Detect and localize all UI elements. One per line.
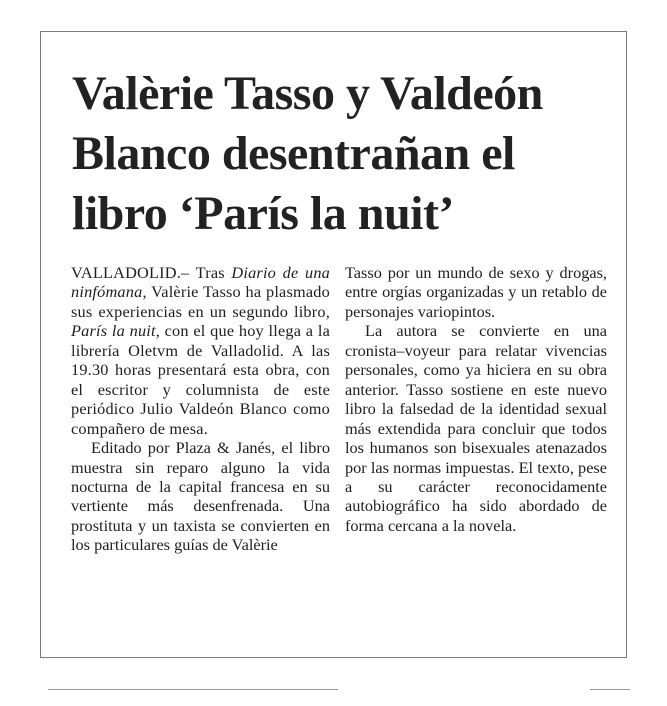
paragraph-1-text-b: , Valèrie Tasso ha plasmado sus experiencias en un segundo libro, <box>71 282 330 321</box>
dateline: VALLADOLID.– <box>71 263 190 282</box>
article-column-right <box>345 263 607 535</box>
paragraph-1-text-c: , con el que hoy llega a la librería Oletvm de Valladolid. A las 19.30 horas presentará esta obra, con el escritor y columnista de este periódico Julio Valdeón Blanco como compañero de mesa. <box>71 321 330 438</box>
paragraph-2-continued: Tasso por un mundo de sexo y drogas, entre orgías organizadas y un retablo de personajes variopintos. <box>345 263 607 321</box>
bottom-rule-right <box>590 689 630 690</box>
paragraph-3: La autora se convierte en una cronista–voyeur para relatar vivencias personales, como ya hiciera en su obra anterior. Tasso sostiene en este nuevo libro la falsedad de la identidad sexual más extendida para concluir que todos los humanos son bisexuales atenazados por las normas impuestas. El texto, pese a su carácter reconocidamente autobiográfico ha sido abordado de forma cercana a la novela. <box>345 321 607 535</box>
book-title-1: Diario de una ninfómana <box>71 263 330 302</box>
bottom-rule-left <box>48 689 338 690</box>
paragraph-1-text-a: Tras <box>189 263 232 282</box>
article-column-left <box>71 263 330 555</box>
paragraph-2: Editado por Plaza & Janés, el libro muestra sin reparo alguno la vida nocturna de la capital francesa en su vertiente más desenfrenada. Una prostituta y un taxista se convierten en los particulares guías de Valèrie <box>71 438 330 555</box>
paragraph-1 <box>71 263 330 438</box>
headline: Valèrie Tasso y Valdeón Blanco desentrañan el libro ‘París la nuit’ <box>72 67 543 240</box>
book-title-2: París la nuit <box>71 321 156 341</box>
